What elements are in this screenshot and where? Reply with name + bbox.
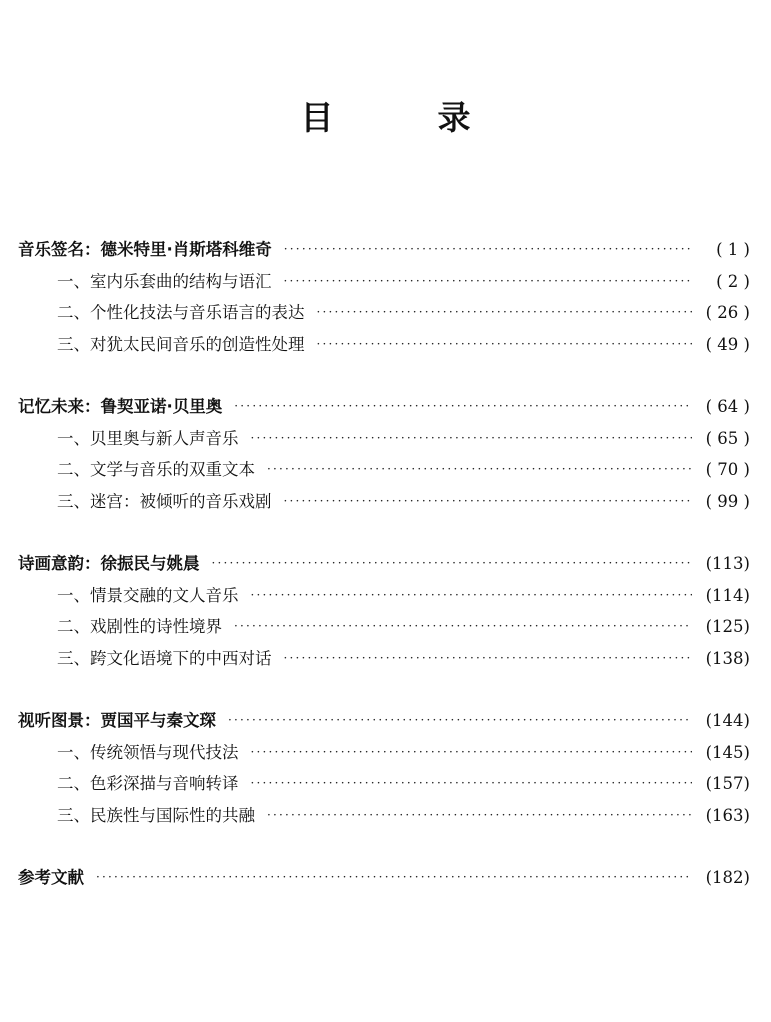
subsection-title: 三、民族性与国际性的共融 [57,805,255,825]
toc-chapter-entry [18,862,750,894]
chapter-title: 记忆未来：鲁契亚诺·贝里奥 [18,397,223,416]
toc-subsection-entry [18,737,750,769]
section-spacer [18,360,750,391]
page-number: (144) [705,711,750,730]
page-number: (157) [705,774,750,793]
chapter-title: 参考文献 [18,868,84,887]
page-title [0,96,771,140]
chapter-title: 视听图景：贾国平与秦文琛 [18,711,216,730]
toc-subsection-entry [18,643,750,675]
toc-subsection-entry [18,297,750,329]
toc-section-3 [18,548,750,674]
toc-section-1 [18,234,750,360]
title-char-left: 目 [300,98,334,137]
dot-leader [234,391,692,423]
page-number: (138) [705,648,750,668]
table-of-contents [18,234,750,894]
subsection-title: 一、贝里奥与新人声音乐 [57,428,239,448]
page-number: ( 99 ) [705,491,750,511]
page-number: (145) [705,742,750,762]
toc-section-2 [18,391,750,517]
subsection-title: 一、情景交融的文人音乐 [57,585,239,605]
section-spacer [18,517,750,548]
dot-leader [317,297,693,329]
page-number: (163) [705,805,750,825]
toc-chapter-entry [18,548,750,580]
page-number: (114) [705,585,750,605]
dot-leader [251,423,693,455]
dot-leader [251,768,693,800]
dot-leader [284,234,692,266]
subsection-title: 三、跨文化语境下的中西对话 [57,648,272,668]
subsection-title: 三、迷宫：被倾听的音乐戏剧 [57,491,272,511]
toc-section-4 [18,705,750,831]
toc-subsection-entry [18,329,750,361]
page-number: ( 2 ) [716,271,750,291]
dot-leader [96,862,692,894]
subsection-title: 二、文学与音乐的双重文本 [57,460,255,479]
toc-subsection-entry [18,580,750,612]
chapter-title: 诗画意韵：徐振民与姚晨 [18,554,200,573]
toc-subsection-entry [18,454,750,486]
subsection-title: 二、个性化技法与音乐语言的表达 [57,303,305,322]
page-number: ( 49 ) [705,334,750,354]
dot-leader [317,329,693,361]
title-char-right: 录 [437,98,471,137]
dot-leader [251,737,693,769]
section-spacer [18,831,750,862]
dot-leader [284,643,693,675]
dot-leader [284,266,693,298]
dot-leader [212,548,693,580]
page-number: ( 65 ) [705,428,750,448]
toc-subsection-entry [18,266,750,298]
toc-subsection-entry [18,768,750,800]
page-number: ( 26 ) [705,303,750,322]
page-number: ( 1 ) [716,240,750,259]
toc-chapter-entry [18,705,750,737]
dot-leader [228,705,692,737]
toc-subsection-entry [18,423,750,455]
toc-chapter-entry [18,234,750,266]
dot-leader [267,454,692,486]
dot-leader [251,580,693,612]
page-number: ( 70 ) [705,460,750,479]
page-number: (125) [705,617,750,636]
dot-leader [267,800,692,832]
dot-leader [284,486,693,518]
section-spacer [18,674,750,705]
page-number: (182) [705,868,750,887]
toc-chapter-entry [18,391,750,423]
dot-leader [234,611,692,643]
subsection-title: 三、对犹太民间音乐的创造性处理 [57,334,305,354]
subsection-title: 一、室内乐套曲的结构与语汇 [57,271,272,291]
page-number: ( 64 ) [705,397,750,416]
toc-subsection-entry [18,800,750,832]
toc-subsection-entry [18,486,750,518]
subsection-title: 二、戏剧性的诗性境界 [57,617,222,636]
subsection-title: 二、色彩深描与音响转译 [57,774,239,793]
toc-subsection-entry [18,611,750,643]
subsection-title: 一、传统领悟与现代技法 [57,742,239,762]
page-number: (113) [705,554,750,573]
chapter-title: 音乐签名：德米特里·肖斯塔科维奇 [18,240,272,259]
toc-section-references [18,862,750,894]
